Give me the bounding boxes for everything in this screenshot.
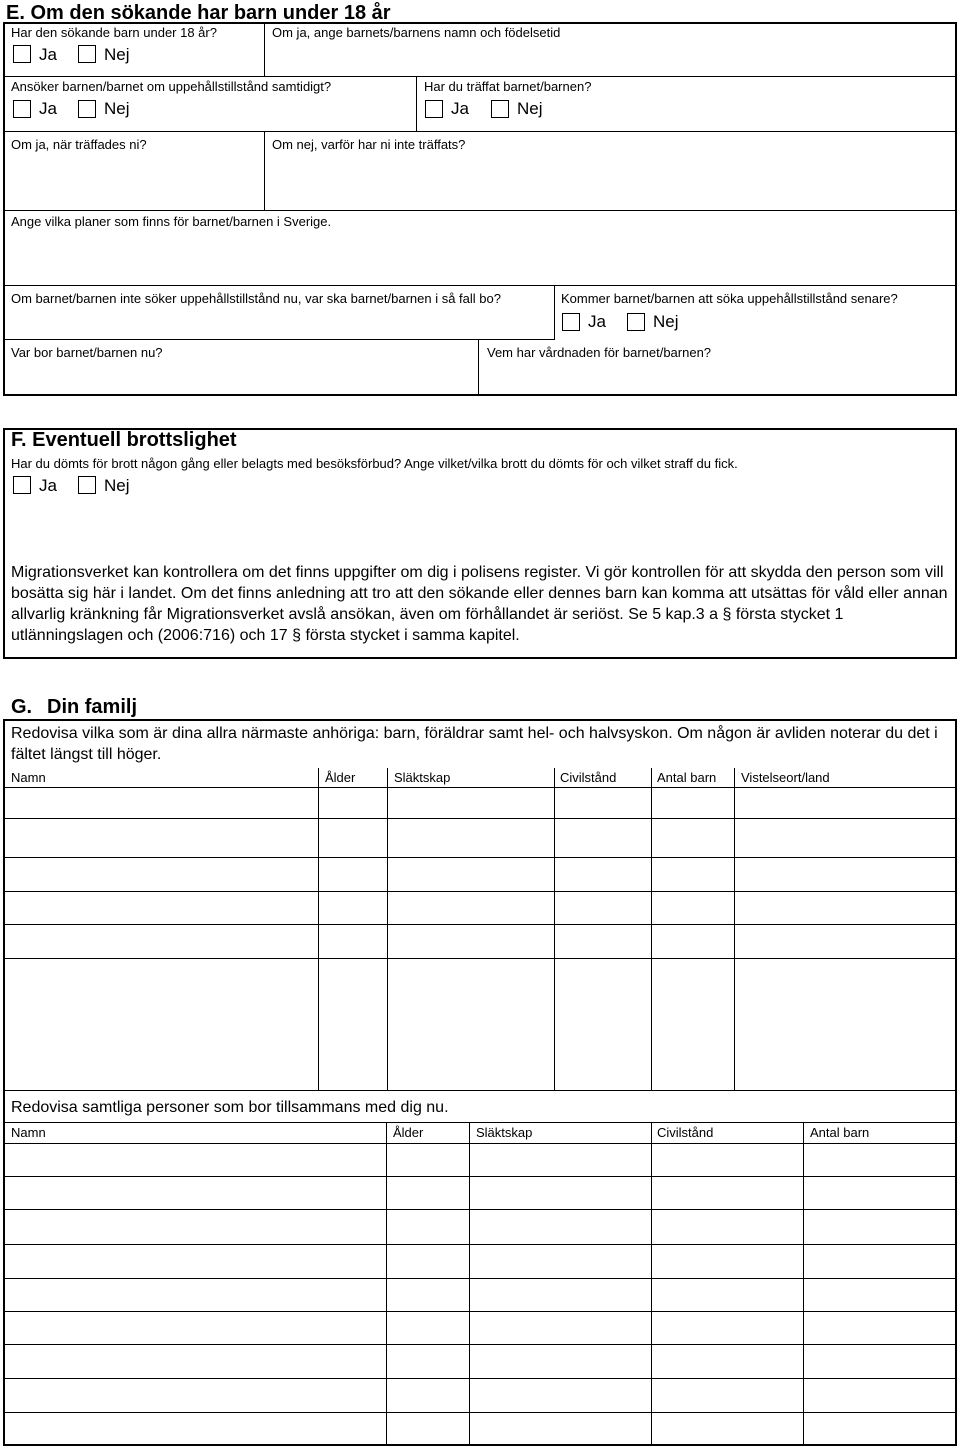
divider xyxy=(3,1311,957,1312)
section-g-box xyxy=(3,719,957,1446)
table1-header-slaktskap: Släktskap xyxy=(394,770,451,785)
divider xyxy=(469,1122,470,1446)
divider xyxy=(3,1412,957,1413)
applies-same-time-no-checkbox[interactable] xyxy=(78,100,96,118)
met-child-question: Har du träffat barnet/barnen? xyxy=(424,79,592,94)
divider xyxy=(478,339,479,396)
option-yes-label: Ja xyxy=(451,99,469,118)
divider xyxy=(3,131,957,132)
divider xyxy=(734,768,735,1090)
table1-header-civilstand: Civilstånd xyxy=(560,770,617,785)
divider xyxy=(3,339,555,340)
has-children-yes-checkbox[interactable] xyxy=(13,45,31,63)
divider xyxy=(3,1344,957,1345)
convicted-question: Har du dömts för brott någon gång eller belagts med besöksförbud? Ange vilket/vilka brott du dömts för och vilket straff du fick. xyxy=(11,456,738,471)
divider xyxy=(3,1209,957,1210)
divider xyxy=(3,857,957,858)
met-child-yes-checkbox[interactable] xyxy=(425,100,443,118)
divider xyxy=(3,1244,957,1245)
option-no-label: Nej xyxy=(104,45,130,64)
table2-header-antal-barn: Antal barn xyxy=(810,1125,870,1140)
table1-header-alder: Ålder xyxy=(325,770,356,785)
divider xyxy=(651,1122,652,1446)
section-e-title: E. Om den sökande har barn under 18 år xyxy=(6,2,391,24)
divider xyxy=(3,1122,957,1123)
divider xyxy=(3,787,957,788)
when-met-question: Om ja, när träffades ni? xyxy=(11,137,147,152)
table1-header-antal-barn: Antal barn xyxy=(657,770,717,785)
convicted-yes-checkbox[interactable] xyxy=(13,476,31,494)
met-child-no-checkbox[interactable] xyxy=(491,100,509,118)
option-yes-label: Ja xyxy=(39,45,57,64)
option-yes-label: Ja xyxy=(39,99,57,118)
divider xyxy=(3,1278,957,1279)
names-dob-question: Om ja, ange barnets/barnens namn och födelsetid xyxy=(272,25,561,40)
apply-later-yes-checkbox[interactable] xyxy=(562,313,580,331)
option-no-label: Nej xyxy=(104,99,130,118)
table1-header-vistelseort: Vistelseort/land xyxy=(741,770,830,785)
section-g-title: Din familj xyxy=(47,696,138,718)
family-intro: Redovisa vilka som är dina allra närmaste anhöriga: barn, föräldrar samt hel- och halvsyskon. Om någon är avliden noterar du det i fältet längst till höger. xyxy=(11,725,938,763)
custody-field[interactable] xyxy=(483,362,951,394)
option-yes-label: Ja xyxy=(588,312,606,331)
police-register-info: Migrationsverket kan kontrollera om det finns uppgifter om dig i polisens register. Vi gör kontrollen för att skydda den person som vill bosätta sig här i landet. Om det finns anledning att tro att den sökande eller dennes barn kan komma att utsättas för våld eller annan allvarlig kränkning får Migrationsverket avslå ansökan, även om förhållandet är seriöst. Se 5 kap.3 a § första stycket 1 utlänningslagen och (2006:716) och 17 § första stycket i samma kapitel. xyxy=(11,564,948,644)
has-children-question: Har den sökande barn under 18 år? xyxy=(11,25,217,40)
plans-field[interactable] xyxy=(7,232,951,282)
divider xyxy=(3,210,957,211)
table2-header-slaktskap: Släktskap xyxy=(476,1125,533,1140)
names-dob-field[interactable] xyxy=(268,42,952,74)
option-no-label: Nej xyxy=(517,99,543,118)
divider xyxy=(3,891,957,892)
convicted-no-checkbox[interactable] xyxy=(78,476,96,494)
divider xyxy=(416,76,417,131)
divider xyxy=(3,958,957,959)
divider xyxy=(554,768,555,1090)
table2-header-alder: Ålder xyxy=(393,1125,424,1140)
divider xyxy=(3,818,957,819)
divider xyxy=(3,1378,957,1379)
has-children-no-checkbox[interactable] xyxy=(78,45,96,63)
section-g-letter: G. xyxy=(11,696,33,718)
when-met-field[interactable] xyxy=(7,154,261,208)
divider xyxy=(3,924,957,925)
table2-header-civilstand: Civilstånd xyxy=(657,1125,714,1140)
divider xyxy=(318,768,319,1090)
table1-header-namn: Namn xyxy=(11,770,46,785)
divider xyxy=(3,76,957,77)
divider xyxy=(803,1122,804,1446)
divider xyxy=(3,1176,957,1177)
divider xyxy=(554,285,555,340)
divider xyxy=(264,22,265,77)
option-yes-label: Ja xyxy=(39,476,57,495)
option-no-label: Nej xyxy=(104,476,130,495)
option-no-label: Nej xyxy=(653,312,679,331)
why-not-met-question: Om nej, varför har ni inte träffats? xyxy=(272,137,466,152)
where-live-if-not-question: Om barnet/barnen inte söker uppehållstillstånd nu, var ska barnet/barnen i så fall bo? xyxy=(11,291,501,306)
table2-header-namn: Namn xyxy=(11,1125,46,1140)
convicted-details-field[interactable] xyxy=(150,474,950,554)
custody-question: Vem har vårdnaden för barnet/barnen? xyxy=(487,345,712,360)
applies-same-time-yes-checkbox[interactable] xyxy=(13,100,31,118)
divider xyxy=(387,768,388,1090)
divider xyxy=(386,1122,387,1446)
household-title: Redovisa samtliga personer som bor tillsammans med dig nu. xyxy=(11,1099,449,1116)
divider xyxy=(3,285,957,286)
applies-same-time-question: Ansöker barnen/barnet om uppehållstillstånd samtidigt? xyxy=(11,79,332,94)
plans-question: Ange vilka planer som finns för barnet/barnen i Sverige. xyxy=(11,214,332,229)
divider xyxy=(3,1143,957,1144)
apply-later-no-checkbox[interactable] xyxy=(627,313,645,331)
where-live-now-question: Var bor barnet/barnen nu? xyxy=(11,345,163,360)
why-not-met-field[interactable] xyxy=(268,154,952,208)
where-live-now-field[interactable] xyxy=(7,362,475,394)
divider xyxy=(651,768,652,1090)
divider xyxy=(3,1090,957,1091)
divider xyxy=(264,131,265,210)
section-f-title: F. Eventuell brottslighet xyxy=(11,429,237,451)
apply-later-question: Kommer barnet/barnen att söka uppehållstillstånd senare? xyxy=(561,291,898,306)
